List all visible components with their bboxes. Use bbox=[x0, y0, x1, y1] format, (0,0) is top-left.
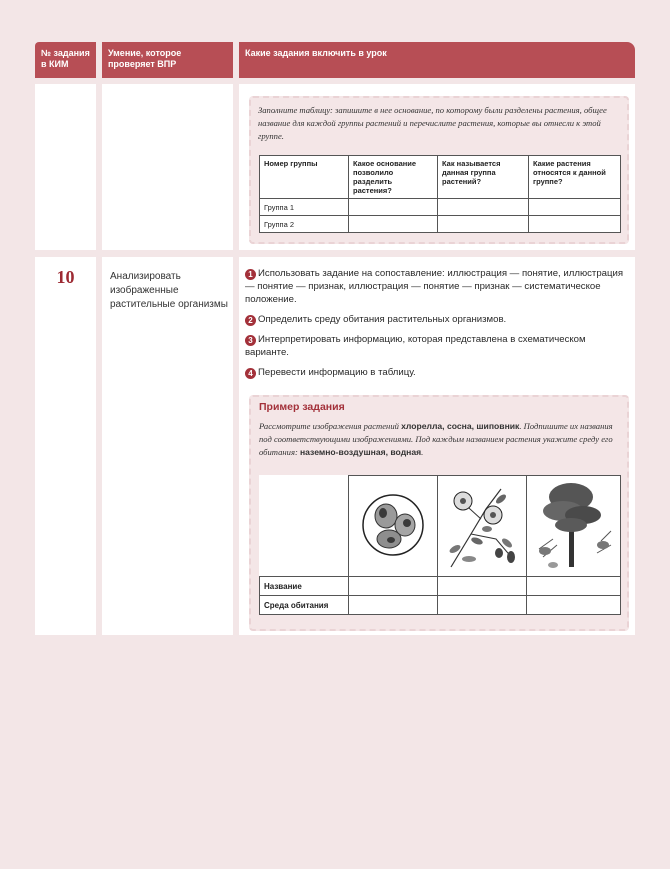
answer-cell[interactable] bbox=[529, 216, 621, 233]
step-item bbox=[245, 267, 625, 306]
answer-cell[interactable] bbox=[348, 577, 437, 596]
example-text-part: Рассмотрите изображения растений bbox=[259, 421, 402, 431]
rosehip-icon bbox=[441, 479, 523, 571]
step-number-badge: 1 bbox=[245, 269, 256, 280]
grouping-instruction: Заполните таблицу: запишите в нее основание, по которому были разделены растения, общее название для каждой группы растений и перечислите растения, которые вы отнесли к этой группе. bbox=[258, 105, 607, 141]
step-text: Перевести информацию в таблицу. bbox=[258, 367, 416, 378]
example-instruction bbox=[259, 420, 621, 459]
example-task-panel bbox=[249, 395, 629, 631]
row-label: Группа 2 bbox=[260, 216, 349, 233]
step-text: Определить среду обитания растительных организмов. bbox=[258, 314, 507, 325]
answer-cell[interactable] bbox=[437, 577, 526, 596]
step-text: Интерпретировать информацию, которая представлена в схематическом варианте. bbox=[245, 334, 586, 358]
header-col-tasks: Какие задания включить в урок bbox=[239, 42, 635, 78]
example-plants: хлорелла, сосна, шиповник bbox=[401, 421, 520, 431]
skill-text: Анализировать изображенные растительные организмы bbox=[110, 271, 228, 310]
row2-number-cell bbox=[35, 257, 96, 635]
plants-table bbox=[259, 475, 621, 615]
pine-image bbox=[526, 476, 621, 577]
table-row bbox=[260, 577, 621, 596]
pine-icon bbox=[531, 479, 615, 571]
step-number-badge: 3 bbox=[245, 335, 256, 346]
example-text-part: . Подпишите их названия под соответствующими изображениями. Под каждым названием растения укажите среду его обитания: bbox=[259, 421, 613, 457]
grouping-task-panel bbox=[249, 96, 629, 244]
step-number-badge: 2 bbox=[245, 315, 256, 326]
answer-cell[interactable] bbox=[437, 596, 526, 615]
example-title: Пример задания bbox=[259, 401, 345, 413]
step-item bbox=[245, 313, 625, 326]
table-row bbox=[260, 199, 621, 216]
example-habitats: наземно-воздушная, водная bbox=[299, 447, 422, 457]
step-number-badge: 4 bbox=[245, 368, 256, 379]
row-label-name: Название bbox=[260, 577, 349, 596]
chlorella-icon bbox=[353, 479, 433, 571]
step-text: Использовать задание на сопоставление: иллюстрация — понятие, иллюстрация — понятие — признак, иллюстрация — понятие — признак — систематическое положение. bbox=[245, 268, 624, 305]
chlorella-image bbox=[348, 476, 437, 577]
row-label: Группа 1 bbox=[260, 199, 349, 216]
table-row bbox=[260, 476, 621, 577]
row1-number-cell bbox=[35, 84, 96, 250]
answer-cell[interactable] bbox=[349, 216, 438, 233]
answer-cell[interactable] bbox=[348, 596, 437, 615]
answer-cell[interactable] bbox=[526, 577, 621, 596]
grouping-table bbox=[259, 155, 621, 233]
th-basis: Какое основание позволило разделить растения? bbox=[349, 156, 438, 199]
step-item bbox=[245, 366, 625, 379]
table-row bbox=[260, 216, 621, 233]
row-label-habitat: Среда обитания bbox=[260, 596, 349, 615]
grouping-table-header bbox=[260, 156, 621, 199]
step-item bbox=[245, 333, 625, 359]
header-col-number: № задания в КИМ bbox=[35, 42, 96, 78]
example-text-part: . bbox=[421, 447, 424, 457]
answer-cell[interactable] bbox=[438, 216, 529, 233]
row2-skill-cell bbox=[102, 257, 233, 635]
answer-cell[interactable] bbox=[529, 199, 621, 216]
rosehip-image bbox=[437, 476, 526, 577]
answer-cell[interactable] bbox=[438, 199, 529, 216]
th-group-number: Номер группы bbox=[260, 156, 349, 199]
row2-tasks-cell bbox=[239, 257, 635, 635]
table-row bbox=[260, 596, 621, 615]
row1-skill-cell bbox=[102, 84, 233, 250]
th-group-name: Как называется данная группа растений? bbox=[438, 156, 529, 199]
row1-tasks-cell bbox=[239, 84, 635, 250]
answer-cell[interactable] bbox=[349, 199, 438, 216]
header-col-skill: Умение, которое проверяет ВПР bbox=[102, 42, 233, 78]
corner-cell bbox=[260, 476, 349, 577]
th-plants: Какие растения относятся к данной группе? bbox=[529, 156, 621, 199]
task-number: 10 bbox=[56, 267, 75, 287]
steps-list bbox=[245, 267, 625, 386]
answer-cell[interactable] bbox=[526, 596, 621, 615]
